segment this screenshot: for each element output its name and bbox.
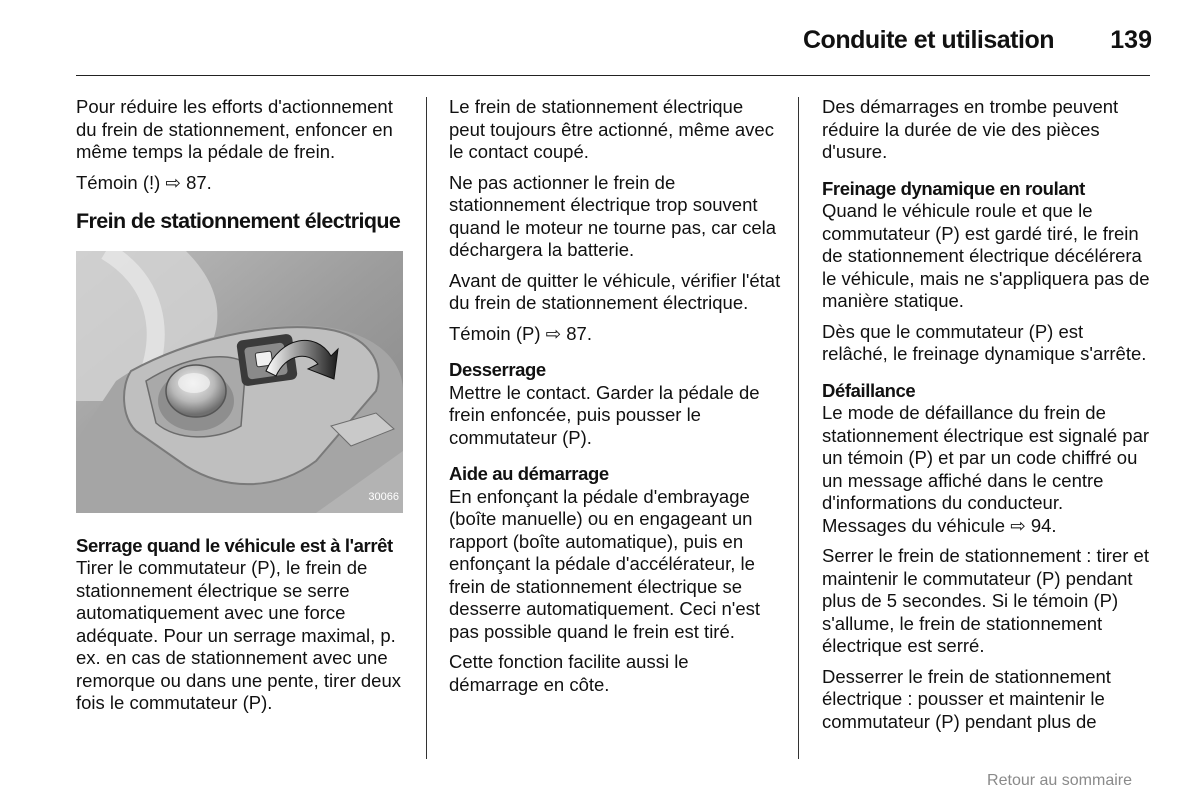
subheading: Aide au démarrage	[449, 463, 609, 484]
paragraph: Quand le véhicule roule et que le commutateur (P) est gardé tiré, le frein de stationnement électrique décélérera le véhicule, mais ne s'appliquera pas de manière statique.	[822, 200, 1150, 311]
back-to-contents-link[interactable]: Retour au sommaire	[987, 772, 1132, 789]
warning-light-reference: Témoin (P) ⇨ 87.	[449, 322, 592, 344]
column-2	[449, 96, 781, 704]
parking-brake-switch-illustration	[76, 251, 403, 513]
warning-light-reference: Témoin (!) ⇨ 87.	[76, 171, 212, 193]
console-drawing	[76, 251, 403, 513]
paragraph: Serrer le frein de stationnement : tirer et maintenir le commutateur (P) pendant plus de 5 secondes. Si le témoin (P) s'allume, le frein de stationnement électrique est serré.	[822, 545, 1149, 656]
column-1	[76, 96, 408, 723]
figure-code: 30066	[368, 491, 399, 503]
paragraph: Le frein de stationnement électrique peut toujours être actionné, même avec le contact coupé.	[449, 96, 774, 162]
paragraph: Cette fonction facilite aussi le démarrage en côte.	[449, 651, 689, 695]
column-divider-2	[798, 97, 799, 759]
page-number: 139	[1110, 26, 1152, 54]
paragraph: Tirer le commutateur (P), le frein de stationnement électrique se serre automatiquement avec une force adéquate. Pour un serrage maximal, p. ex. en cas de stationnement avec une remorque ou dans une pente, tirer deux fois le commutateur (P).	[76, 557, 401, 713]
section-heading: Frein de stationnement électrique	[76, 209, 401, 233]
header-divider	[76, 75, 1150, 76]
column-divider-1	[426, 97, 427, 759]
paragraph: Pour réduire les efforts d'actionnement du frein de stationnement, enfoncer en même temps la pédale de frein.	[76, 96, 393, 162]
column-3	[822, 96, 1152, 741]
subheading: Freinage dynamique en roulant	[822, 177, 1085, 199]
paragraph: Mettre le contact. Garder la pédale de frein enfoncée, puis pousser le commutateur (P).	[449, 381, 760, 448]
paragraph: En enfonçant la pédale d'embrayage (boîte manuelle) ou en engageant un rapport (boîte automatique), puis en enfonçant la pédale d'accélérateur, le frein de stationnement électrique se desserre automatiquement. Ceci n'est pas possible quand le frein est tiré.	[449, 485, 760, 642]
paragraph: Dès que le commutateur (P) est relâché, le freinage dynamique s'arrête.	[822, 320, 1147, 364]
subheading: Desserrage	[449, 359, 546, 380]
paragraph: Le mode de défaillance du frein de stationnement électrique est signalé par un témoin (P) et par un code chiffré ou un message affiché dans le centre d'informations du conducteur. Messages du véhicule ⇨ 94.	[822, 402, 1150, 536]
page-header-title: Conduite et utilisation	[803, 26, 1054, 54]
paragraph: Des démarrages en trombe peuvent réduire la durée de vie des pièces d'usure.	[822, 96, 1119, 162]
paragraph: Avant de quitter le véhicule, vérifier l'état du frein de stationnement électrique.	[449, 269, 781, 313]
paragraph: Desserrer le frein de stationnement électrique : pousser et maintenir le commutateur (P) pendant plus de	[822, 665, 1111, 732]
paragraph: Ne pas actionner le frein de stationnement électrique trop souvent quand le moteur ne tourne pas, car cela déchargera la batterie.	[449, 171, 777, 260]
subheading: Défaillance	[822, 379, 916, 401]
subheading: Serrage quand le véhicule est à l'arrêt	[76, 534, 393, 556]
